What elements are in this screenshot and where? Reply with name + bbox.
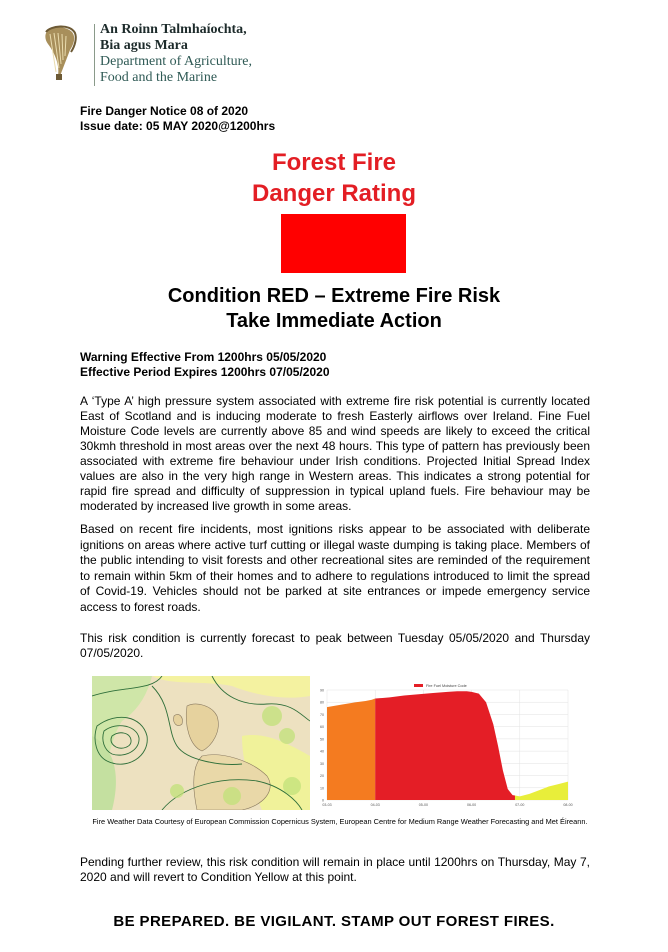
paragraph-review: Pending further review, this risk condition will remain in place until 1200hrs on Thursday, May 7, 2020 and will revert to Condition Yellow at this point. (80, 855, 590, 884)
legend-label: Fire Fuel Moisture Code (426, 684, 467, 688)
x-tick-label: 07-00 (515, 803, 525, 807)
department-name (100, 22, 252, 86)
warning-expires: Effective Period Expires 1200hrs 07/05/2020 (80, 365, 330, 379)
department-header (40, 18, 340, 88)
x-tick-label: 05-00 (418, 803, 429, 807)
y-tick-label: 0 (322, 798, 324, 803)
y-tick-label: 30 (320, 761, 324, 766)
x-tick-label: 03-03 (322, 803, 332, 807)
footer-slogan: BE PREPARED. BE VIGILANT. STAMP OUT FOREST FIRES. (113, 913, 555, 930)
issue-date: Issue date: 05 MAY 2020@1200hrs (80, 119, 276, 133)
y-tick-label: 10 (320, 786, 324, 791)
paragraph-ignitions: Based on recent fire incidents, most ignitions risks appear to be associated with deliberate ignitions on areas where active turf cutting or illegal waste dumping is taking place. Members of the public intending to visit forests and other recreational sites are reminded of the requirement to remain within 5km of their homes and to adhere to regulations introduced to limit the spread of Covid-19. Vehicles should not be parked at site entrances or impede emergency service access to forest roads. (80, 522, 590, 614)
x-tick-label: 08-00 (563, 803, 573, 807)
header-divider (94, 24, 95, 86)
notice-info (80, 104, 275, 134)
dept-irish-line1: An Roinn Talmhaíochta, (100, 22, 247, 37)
y-tick-label: 60 (320, 725, 324, 730)
title-line2: Danger Rating (251, 180, 416, 207)
ffmc-area-band (327, 699, 375, 800)
x-tick-label: 06-00 (466, 803, 477, 807)
y-tick-label: 50 (320, 737, 324, 742)
page-title (0, 147, 668, 209)
condition-line2: Take Immediate Action (226, 310, 442, 332)
harp-logo-icon (40, 24, 80, 82)
danger-rating-swatch (281, 214, 406, 273)
warning-period (80, 350, 330, 380)
dept-english-line2: Food and the Marine (100, 70, 218, 85)
paragraph-situation: A ‘Type A’ high pressure system associated with extreme fire risk potential is currently located East of Scotland and is inducing moderate to fresh Easterly airflows over Ireland. Fine Fuel Moisture Code levels are currently above 85 and wind speeds are likely to exceed the critical 30kmh threshold in most areas over the next 48 hours. This type of pattern has previously been associated with extreme fire behaviour under Irish conditions. Projected Initial Spread Index values are also in the very high range in Western areas. This indicates a strong potential for rapid fire spread and difficulty of suppression in typical upland fuels. Fire behaviour may be moderated by increased live growth in some areas. (80, 394, 590, 513)
dept-english-line1: Department of Agriculture, (100, 54, 253, 69)
warning-effective-from: Warning Effective From 1200hrs 05/05/2020 (80, 350, 327, 364)
title-line1: Forest Fire (271, 149, 397, 176)
y-tick-label: 40 (320, 749, 324, 754)
y-tick-label: 80 (320, 700, 324, 705)
legend-swatch (414, 684, 423, 687)
condition-heading (0, 284, 668, 334)
y-tick-label: 70 (320, 712, 324, 717)
dept-irish-line2: Bia agus Mara (100, 38, 188, 53)
ffmc-chart (313, 676, 576, 810)
condition-line1: Condition RED – Extreme Fire Risk (167, 285, 501, 307)
figure-caption: Fire Weather Data Courtesy of European Commission Copernicus System, European Centre for Medium Range Weather Forecasting and Met Éireann. (92, 817, 588, 826)
paragraph-forecast-peak: This risk condition is currently forecast to peak between Tuesday 05/05/2020 and Thursday 07/05/2020. (80, 631, 590, 660)
notice-number: Fire Danger Notice 08 of 2020 (80, 104, 249, 118)
y-tick-label: 20 (320, 774, 324, 779)
weather-map-graphic (92, 676, 310, 810)
x-tick-label: 04-03 (370, 803, 380, 807)
y-tick-label: 90 (320, 688, 324, 693)
weather-map-image (92, 676, 310, 810)
